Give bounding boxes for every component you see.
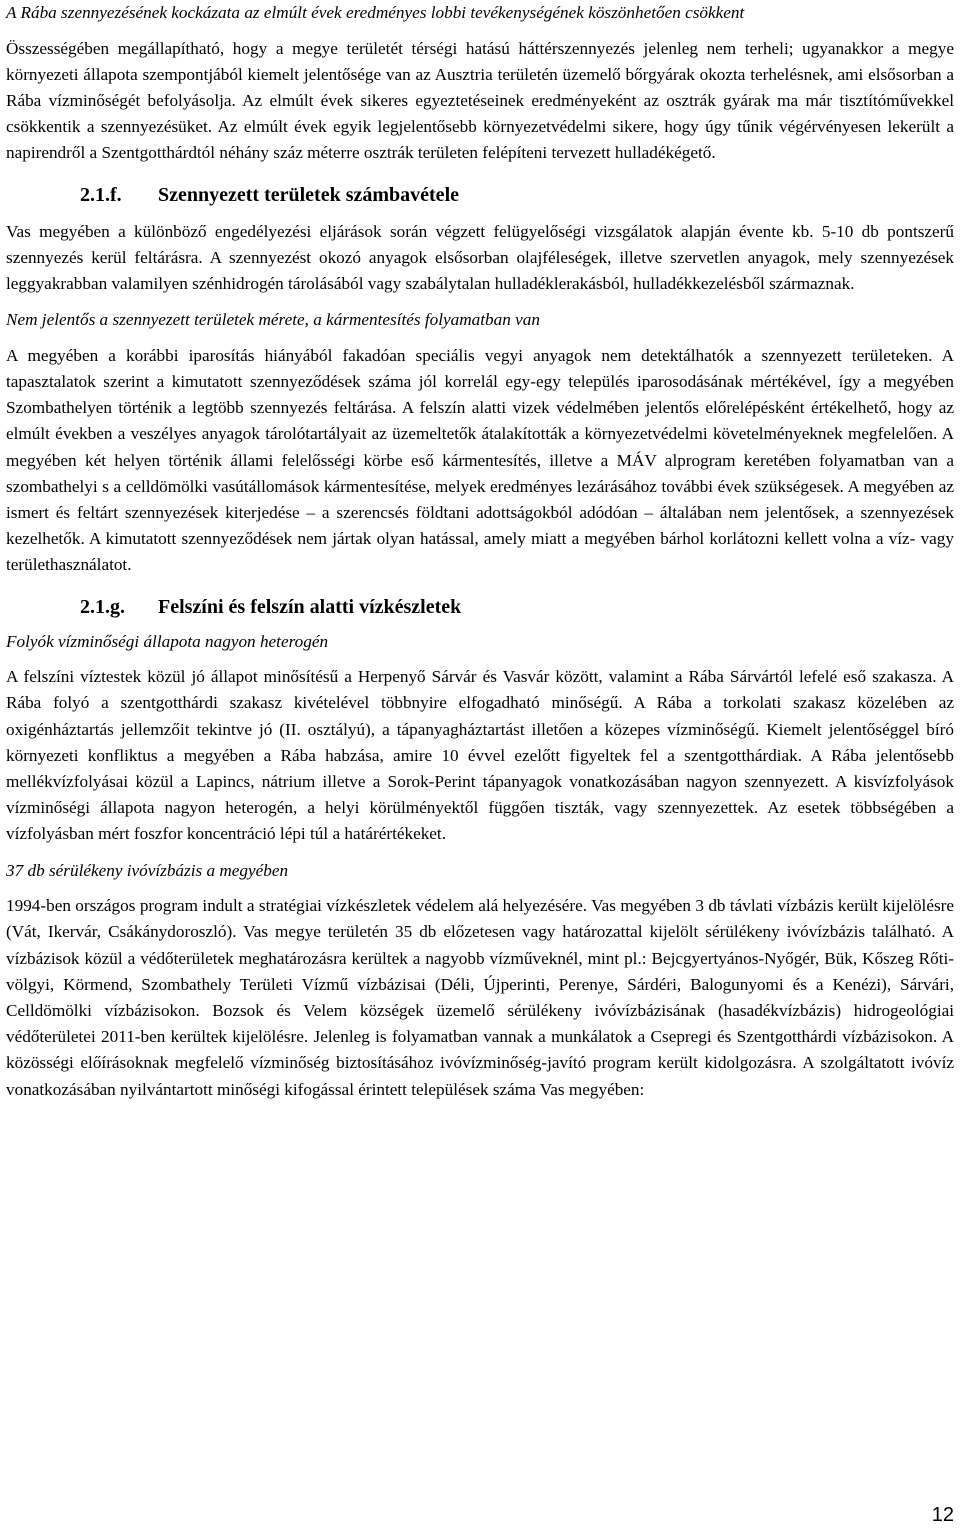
paragraph-water-bases: 1994-ben országos program indult a stratégiai vízkészletek védelem alá helyezésére. Vas megyében 3 db távlati vízbázis került kijelölésre (Vát, Ikervár, Csákánydoroszló). Vas megye területén 35 db előzetesen vagy határozattal kijelölt sérülékeny ivóvízbázis található. A vízbázisok közül a védőterületek meghatározásra kerültek a nagyobb vízműveknél, mint pl.: Bejcgyertyános-Nyőgér, Bük, Kőszeg Rőti-völgyi, Körmend, Szombathely Területi Vízmű vízbázisai (Déli, Újperinti, Perenye, Sárdéri, Balogunyomi és a Kenézi), Sárvári, Celldömölki vízbázisokon. Bozsok és Velem községek üzemelő sérülékeny ivóvízbázisának (hasadékvízbázis) hidrogeológiai védőterületei 2011-ben kerültek kijelölésre. Jelenleg is folyamatban vannak a munkálatok a Csepregi és Szentgotthárdi vízbázisokon. A közösségi előírásoknak megfelelő vízminőség biztosításához ivóvízminőség-javító program került kidolgozásra. A szolgáltatott ivóvíz vonatkozásában nyilvántartott minőségi kifogással érintett települések száma Vas megyében: (6, 896, 954, 1099)
section-heading-2-1-f (6, 181, 954, 209)
subheading-raba: A Rába szennyezésének kockázata az elmúlt évek eredményes lobbi tevékenységének köszönhetően csökkent (6, 3, 745, 22)
section-number: 2.1.f. (80, 183, 122, 206)
paragraph-pollution-summary: Összességében megállapítható, hogy a megye területét térségi hatású háttérszennyezés jelenleg nem terheli; ugyanakkor a megye környezeti állapota szempontjából kiemelt jelentősége van az Ausztria területén üzemelő bőrgyárak okozta terhelésnek, ami elsősorban a Rába vízminőségét befolyásolja. Az elmúlt évek sikeres egyeztetéseinek eredményeként az osztrák gyárak ma már tisztítóművekkel csökkentik a szennyezésüket. Az elmúlt évek egyik legjelentősebb környezetvédelmi sikere, hogy úgy tűnik végérvényesen lekerült a napirendről a Szentgotthárdtól néhány száz méterre osztrák területen felépíteni tervezett hulladékégető. (6, 38, 954, 163)
section-title: Felszíni és felszín alatti vízkészletek (158, 595, 462, 618)
section-heading-2-1-g (6, 593, 954, 621)
paragraph-river-quality: A felszíni víztestek közül jó állapot minősítésű a Herpenyő Sárvár és Vasvár között, valamint a Rába Sárvártól lefelé eső szakasza. A Rába folyó a szentgotthárdi szakasz kivételével többnyire elfogadható minőségű. A Rába a torkolati szakasz közelében az oxigénháztartás jellemzőit tekintve jó (II. osztályú), a tápanyagháztartást illetően a közepes vízminőségű. Kiemelt jelentőséggel bíró környezeti konfliktus a megyében a Rába habzása, amire 10 évvel ezelőtt figyeltek fel a szentgotthárdiak. A Rába jelentősebb mellékvízfolyásai közül a Lapincs, nátrium illetve a Sorok-Perint tápanyagok vonatkozásában nagyon szennyezett. A kisvízfolyások vízminőségi állapota nagyon heterogén, a helyi körülményektől függően tiszták, vagy szennyezettek. Az esetek többségében a vízfolyásban mért foszfor koncentráció lépi túl a határértékeket. (6, 667, 954, 844)
page-number: 12 (931, 1504, 954, 1526)
paragraph-remediation: A megyében a korábbi iparosítás hiányából fakadóan speciális vegyi anyagok nem detektálhatók a szennyezett területeken. A tapasztalatok szerint a kimutatott szennyeződések száma jól korrelál egy-egy település iparosodásának mértékével, így a megyében Szombathelyen történik a legtöbb szennyezés feltárása. A felszín alatti vizek védelmében jelentős előrelépésként értékelhető, hogy az elmúlt években a veszélyes anyagok tárolótartályait az üzemeltetők átalakították a környezetvédelmi követelményeknek megfelelően. A megyében két helyen történik állami felelősségi körbe eső kármentesítés, illetve a MÁV alprogram keretében folyamatban van a szombathelyi s a celldömölki vasútállomások kármentesítése, melyek eredményes lezárásához további évek szükségesek. A megyében az ismert és feltárt szennyezések kiterjedése – a szerencsés földtani adottságokból adódóan – általában nem jelentősek, a szennyezések kezelhetők. A kimutatott szennyeződések nem jártak olyan hatással, amely miatt a megyében bárhol korlátozni kellett volna a víz- vagy területhasználatot. (6, 345, 954, 575)
subheading-water-bases: 37 db sérülékeny ivóvízbázis a megyében (6, 860, 289, 880)
subheading-remediation: Nem jelentős a szennyezett területek mérete, a kármentesítés folyamatban van (6, 310, 540, 330)
document-body (6, 0, 954, 1103)
section-number: 2.1.g. (80, 595, 125, 618)
paragraph-contaminated-sites: Vas megyében a különböző engedélyezési eljárások során végzett felügyelőségi vizsgálatok alapján évente kb. 5-10 db pontszerű szennyezés kerül feltárásra. A szennyezést okozó anyagok elsősorban olajféleségek, illetve szervetlen anyagok, mely szennyezések leggyakrabban valamilyen szénhidrogén tárolásából vagy szabálytalan hulladéklerakásból, hulladékkezelésből származnak. (6, 221, 954, 294)
subheading-river-quality: Folyók vízminőségi állapota nagyon heterogén (6, 631, 329, 651)
section-title: Szennyezett területek számbavétele (158, 183, 459, 206)
